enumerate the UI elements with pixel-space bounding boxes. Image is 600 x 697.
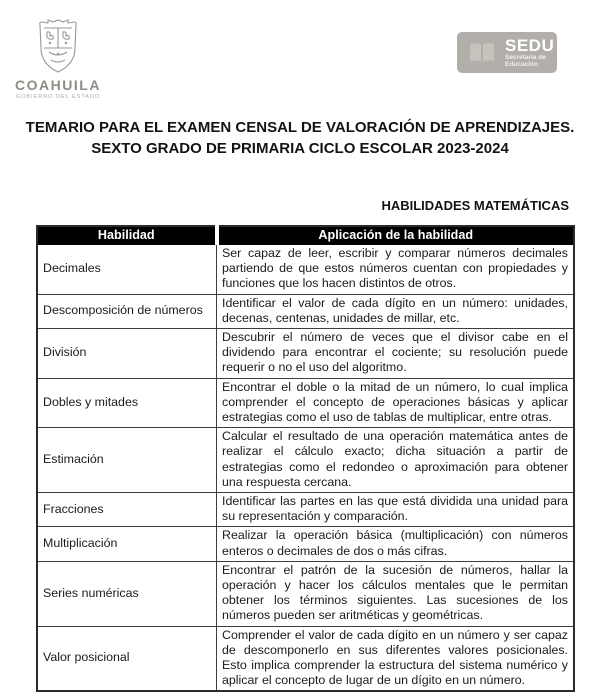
table-row (37, 329, 574, 379)
table-row (37, 561, 574, 626)
column-header-aplicacion: Aplicación de la habilidad (217, 226, 575, 245)
skill-description: Encontrar el doble o la mitad de un número, lo cual implica comprender el concepto de operaciones básicas y aplicar estrategias como el uso de tablas de multiplicar, entre otras. (217, 378, 575, 428)
table-row (37, 428, 574, 493)
skills-table (36, 225, 575, 692)
skill-description: Comprender el valor de cada dígito en un número y ser capaz de descomponerlo en sus diferentes valores posicionales. Esto implica comprender la estructura del sistema numérico y aplicar el concepto de lugar de un dígito en un número. (217, 626, 575, 691)
skill-name: División (37, 329, 217, 379)
skill-description: Identificar las partes en las que está dividida una unidad para su representación y comparación. (217, 493, 575, 527)
table-row (37, 245, 574, 295)
table-row (37, 626, 574, 691)
sedu-subtitle-line2: Educación (505, 61, 538, 68)
table-row (37, 378, 574, 428)
skill-description: Realizar la operación básica (multiplicación) con números enteros o decimales de dos o más cifras. (217, 527, 575, 561)
sedu-acronym: SEDU (505, 35, 555, 55)
skill-name: Fracciones (37, 493, 217, 527)
sedu-logo (457, 32, 557, 73)
coahuila-logo (10, 18, 106, 101)
skill-name: Dobles y mitades (37, 378, 217, 428)
skill-description: Calcular el resultado de una operación matemática antes de realizar el cálculo exacto; dicha situación a partir de estrategias como el redondeo o aproximación para obtener una respuesta cercana. (217, 428, 575, 493)
document-title (0, 117, 600, 159)
skill-name: Estimación (37, 428, 217, 493)
skill-description: Ser capaz de leer, escribir y comparar números decimales partiendo de que estos números cuentan con propiedades y funciones que los hacen distintos de otros. (217, 245, 575, 295)
table-row (37, 493, 574, 527)
coahuila-crest-icon (35, 18, 81, 76)
section-heading: HABILIDADES MATEMÁTICAS (381, 198, 569, 213)
open-book-icon (468, 42, 496, 64)
coahuila-logo-subtitle: GOBIERNO DEL ESTADO (15, 94, 101, 100)
document-title-line1: TEMARIO PARA EL EXAMEN CENSAL DE VALORACIÓN DE APRENDIZAJES. (25, 119, 575, 136)
column-header-habilidad: Habilidad (37, 226, 217, 245)
sedu-logo-text (505, 37, 554, 69)
skill-description: Identificar el valor de cada dígito en un número: unidades, decenas, centenas, unidades de millar, etc. (217, 294, 575, 328)
table-row (37, 294, 574, 328)
coahuila-logo-name: COAHUILA (15, 77, 101, 93)
skill-name: Decimales (37, 245, 217, 295)
document-title-line2: SEXTO GRADO DE PRIMARIA CICLO ESCOLAR 2023-2024 (91, 140, 509, 157)
table-header-row (37, 226, 574, 245)
skill-name: Descomposición de números (37, 294, 217, 328)
skill-description: Descubrir el número de veces que el divisor cabe en el dividendo para encontrar el cociente; su resolución puede requerir o no el uso del algoritmo. (217, 329, 575, 379)
skill-name: Multiplicación (37, 527, 217, 561)
table-row (37, 527, 574, 561)
skill-description: Encontrar el patrón de la sucesión de números, hallar la operación y hacer los cálculos mentales que le permitan obtener los términos siguientes. Las sucesiones de los números pueden ser aritméticas y geométricas. (217, 561, 575, 626)
skill-name: Valor posicional (37, 626, 217, 691)
sedu-subtitle-line1: Secretaría de (505, 53, 546, 61)
skill-name: Series numéricas (37, 561, 217, 626)
